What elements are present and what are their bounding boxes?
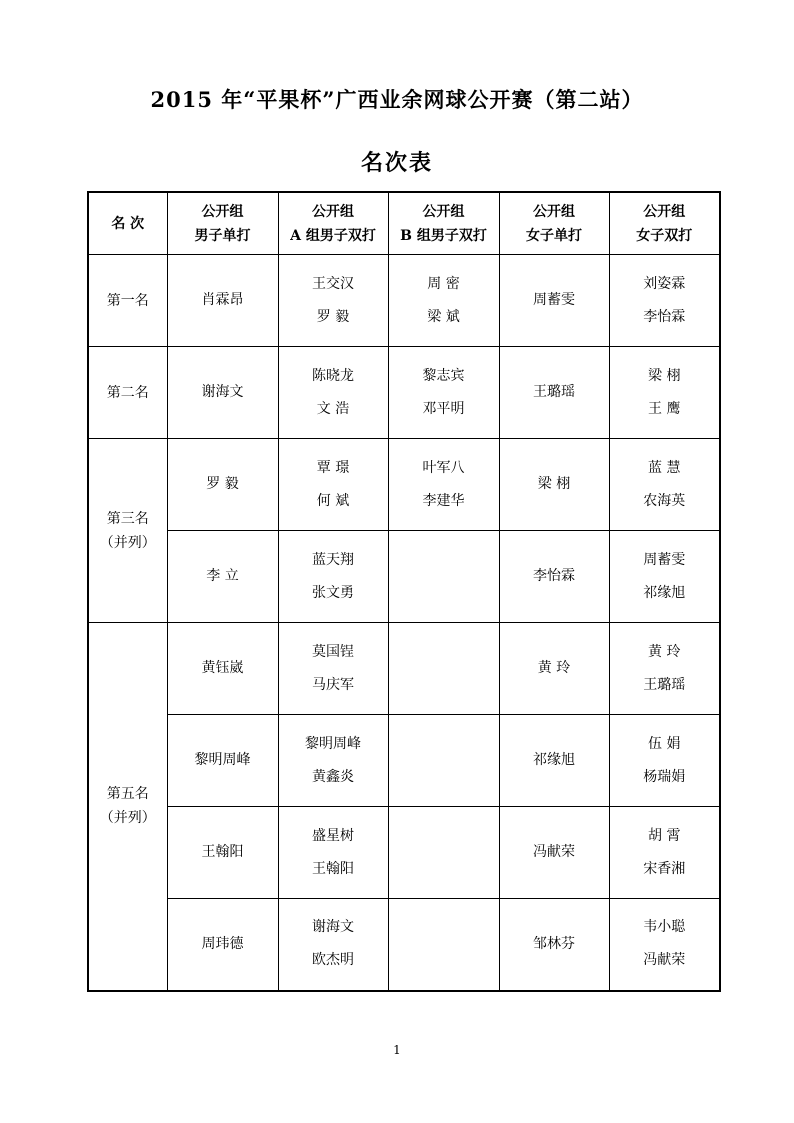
player-name: 伍 娟 bbox=[648, 735, 681, 752]
cell-men-singles bbox=[167, 531, 278, 623]
header-women-doubles: 公开组 女子双打 bbox=[609, 192, 720, 255]
player-name: 欧杰明 bbox=[312, 952, 354, 969]
player-name: 陈晓龙 bbox=[312, 367, 354, 384]
player-name: 王 鹰 bbox=[648, 400, 681, 417]
cell-women-doubles bbox=[609, 439, 720, 531]
rank-third: 第三名 （并列） bbox=[88, 439, 167, 623]
cell-men-doubles-a bbox=[278, 255, 388, 347]
player-name: 农海英 bbox=[643, 492, 686, 509]
cell-men-doubles-a bbox=[278, 807, 388, 899]
cell-women-singles bbox=[499, 899, 609, 991]
cell-women-doubles bbox=[609, 715, 720, 807]
player-name: 李建华 bbox=[422, 492, 465, 509]
player-name: 王璐瑶 bbox=[533, 384, 575, 400]
cell-women-singles bbox=[499, 531, 609, 623]
player-name: 杨瑞娟 bbox=[643, 768, 686, 785]
player-name: 王翰阳 bbox=[312, 860, 354, 877]
cell-women-singles bbox=[499, 255, 609, 347]
results-table bbox=[87, 191, 721, 992]
player-name: 黄鑫炎 bbox=[312, 768, 354, 785]
player-name: 冯献荣 bbox=[533, 844, 575, 860]
table-row bbox=[88, 439, 720, 531]
player-name: 韦小聪 bbox=[643, 919, 686, 936]
page-number: 1 bbox=[393, 1043, 401, 1057]
player-name: 周 密 bbox=[427, 275, 460, 292]
player-name: 黎明周峰 bbox=[194, 752, 251, 768]
player-name: 覃 璟 bbox=[316, 459, 350, 476]
cell-men-singles bbox=[167, 623, 278, 715]
player-name: 宋香湘 bbox=[643, 860, 686, 877]
player-name: 罗 毅 bbox=[206, 476, 239, 492]
cell-women-singles bbox=[499, 439, 609, 531]
table-row bbox=[88, 899, 720, 991]
cell-men-doubles-a bbox=[278, 623, 388, 715]
table-row bbox=[88, 255, 720, 347]
header-rank: 名 次 bbox=[88, 192, 167, 255]
player-name: 邹林芬 bbox=[533, 935, 575, 952]
cell-women-singles bbox=[499, 715, 609, 807]
cell-women-doubles bbox=[609, 807, 720, 899]
player-name: 谢海文 bbox=[312, 919, 354, 936]
cell-women-singles bbox=[499, 807, 609, 899]
player-name: 王交汉 bbox=[312, 275, 354, 292]
player-name: 谢海文 bbox=[201, 384, 244, 400]
player-name: 王璐瑶 bbox=[643, 676, 686, 693]
player-name: 周蓄雯 bbox=[533, 292, 575, 308]
table-row bbox=[88, 623, 720, 715]
cell-women-doubles bbox=[609, 899, 720, 991]
cell-men-doubles-b bbox=[388, 899, 499, 991]
cell-men-doubles-a bbox=[278, 531, 388, 623]
cell-men-doubles-a bbox=[278, 347, 388, 439]
cell-men-singles bbox=[167, 807, 278, 899]
player-name: 黎明周峰 bbox=[305, 735, 361, 752]
cell-men-doubles-b bbox=[388, 623, 499, 715]
player-name: 刘姿霖 bbox=[643, 275, 686, 292]
player-name: 冯献荣 bbox=[643, 952, 686, 969]
cell-women-doubles bbox=[609, 255, 720, 347]
cell-men-doubles-b bbox=[388, 715, 499, 807]
cell-men-doubles-b bbox=[388, 439, 499, 531]
player-name: 祁缘旭 bbox=[533, 752, 575, 768]
cell-men-doubles-b bbox=[388, 807, 499, 899]
player-name: 蓝天翔 bbox=[312, 551, 354, 568]
player-name: 盛星树 bbox=[312, 827, 354, 844]
player-name: 王翰阳 bbox=[201, 844, 244, 860]
player-name: 周蓄雯 bbox=[643, 551, 686, 568]
player-name: 何 斌 bbox=[316, 492, 350, 509]
header-men-doubles-a: 公开组 A 组男子双打 bbox=[278, 192, 388, 255]
cell-men-singles bbox=[167, 439, 278, 531]
player-name: 黎志宾 bbox=[422, 367, 465, 384]
player-name: 黄钰崴 bbox=[201, 660, 244, 676]
cell-women-singles bbox=[499, 347, 609, 439]
table-title: 名次表 bbox=[360, 150, 433, 176]
player-name: 张文勇 bbox=[312, 584, 354, 601]
player-name: 梁 斌 bbox=[427, 308, 460, 325]
header-women-singles: 公开组 女子单打 bbox=[499, 192, 609, 255]
player-name: 黄 玲 bbox=[648, 643, 681, 660]
header-men-singles: 公开组 男子单打 bbox=[167, 192, 278, 255]
player-name: 祁缘旭 bbox=[643, 584, 686, 601]
player-name: 梁 栩 bbox=[648, 367, 681, 384]
rank-first: 第一名 bbox=[88, 255, 167, 347]
rank-second: 第二名 bbox=[88, 347, 167, 439]
table-row bbox=[88, 531, 720, 623]
cell-women-doubles bbox=[609, 347, 720, 439]
cell-women-singles bbox=[499, 623, 609, 715]
rank-fifth: 第五名 （并列） bbox=[88, 623, 167, 991]
cell-men-singles bbox=[167, 255, 278, 347]
player-name: 李怡霖 bbox=[533, 568, 575, 584]
player-name: 李怡霖 bbox=[643, 308, 686, 325]
cell-men-singles bbox=[167, 347, 278, 439]
player-name: 叶军八 bbox=[422, 459, 465, 476]
player-name: 黄 玲 bbox=[537, 660, 571, 676]
cell-men-doubles-a bbox=[278, 439, 388, 531]
cell-men-doubles-b bbox=[388, 347, 499, 439]
player-name: 胡 霄 bbox=[648, 827, 681, 844]
table-row bbox=[88, 347, 720, 439]
player-name: 梁 栩 bbox=[537, 476, 571, 492]
table-row bbox=[88, 807, 720, 899]
table-row bbox=[88, 715, 720, 807]
cell-men-doubles-a bbox=[278, 899, 388, 991]
document-title: 2015 年“平果杯”广西业余网球公开赛（第二站） bbox=[150, 87, 644, 112]
cell-men-doubles-b bbox=[388, 255, 499, 347]
player-name: 莫国锃 bbox=[312, 643, 354, 660]
cell-women-doubles bbox=[609, 531, 720, 623]
player-name: 周玮德 bbox=[201, 935, 244, 952]
player-name: 文 浩 bbox=[316, 400, 350, 417]
cell-men-singles bbox=[167, 715, 278, 807]
header-men-doubles-b: 公开组 B 组男子双打 bbox=[388, 192, 499, 255]
cell-men-singles bbox=[167, 899, 278, 991]
player-name: 蓝 慧 bbox=[648, 459, 681, 476]
cell-men-doubles-a bbox=[278, 715, 388, 807]
cell-women-doubles bbox=[609, 623, 720, 715]
player-name: 邓平明 bbox=[422, 400, 465, 417]
cell-men-doubles-b bbox=[388, 531, 499, 623]
player-name: 李 立 bbox=[206, 568, 239, 584]
player-name: 肖霖昂 bbox=[201, 292, 244, 308]
player-name: 马庆军 bbox=[312, 676, 354, 693]
header-row bbox=[88, 192, 720, 255]
player-name: 罗 毅 bbox=[316, 308, 350, 325]
